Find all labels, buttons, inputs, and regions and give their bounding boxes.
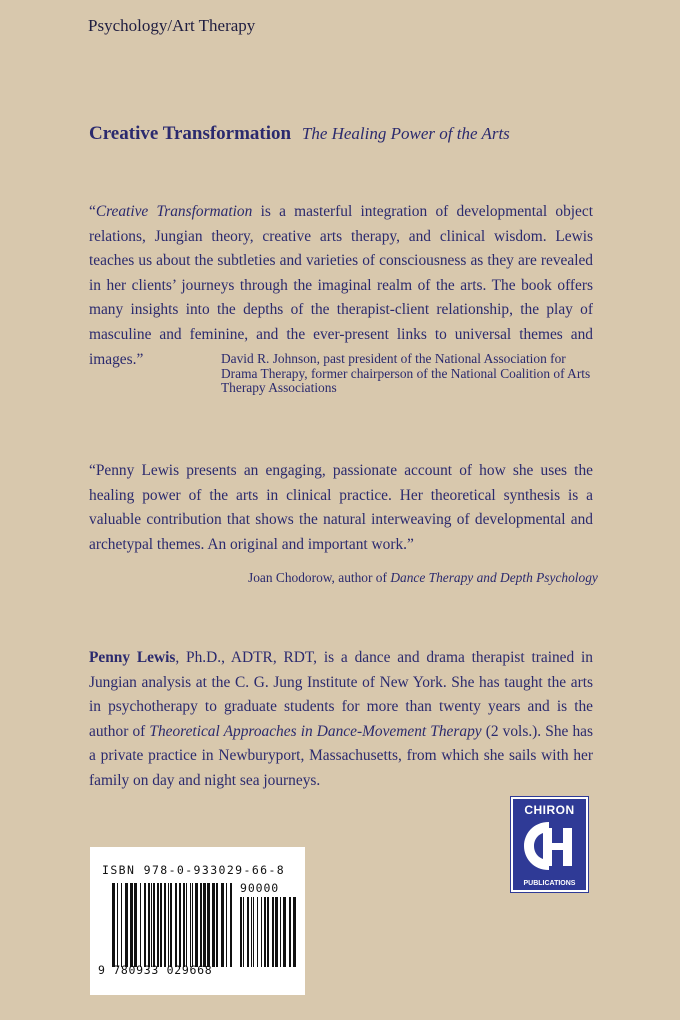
- attribution-book: Dance Therapy and Depth Psychology: [390, 570, 598, 585]
- barcode-bar: [275, 897, 278, 967]
- barcode-bar: [153, 883, 155, 967]
- bio-text: , Ph.D., ADTR, RDT, is a dance and drama therapist trained in Jungian analysis at the C. G. Jung Institute of New York. She has taught the arts in psychotherapy to graduate students for more than twenty years and is the author of: [89, 649, 593, 740]
- barcode-bar: [243, 897, 244, 967]
- quote-text: “Penny Lewis presents an engaging, passionate account of how she uses the healing power of the arts in clinical practice. Her theoretical synthesis is a valuable contribution that shows the natural interweaving of developmental and archetypal themes. An original and important work.”: [89, 462, 593, 553]
- barcode-bar: [140, 883, 141, 967]
- logo-top-text: CHIRON: [524, 803, 575, 817]
- barcode-bar: [125, 883, 128, 967]
- isbn-barcode: [90, 847, 305, 995]
- chiron-publications-logo: [511, 797, 588, 892]
- barcode-bar: [207, 883, 210, 967]
- barcode-bar: [130, 883, 133, 967]
- bio-text-end: (2 vols.). She has a private practice in Newburyport, Massachusetts, from which she sails with her family on day and night sea journeys.: [89, 722, 593, 789]
- logo-bottom-text: PUBLICATIONS: [523, 880, 576, 887]
- barcode-bar: [160, 883, 162, 967]
- barcode-bar: [168, 883, 169, 967]
- quote-book-title: Creative Transformation: [95, 203, 253, 220]
- addon-barcode-bars: [240, 897, 298, 967]
- barcode-bar: [200, 883, 202, 967]
- barcode-bar: [175, 883, 177, 967]
- barcode-bar: [117, 883, 118, 967]
- quote-text: is a masterful integration of developmental object relations, Jungian theory, creative arts therapy, and clinical wisdom. Lewis teaches us about the subtleties and varieties of consciousness as they are revealed in her clients’ journeys through the imaginal realm of the arts. The book offers many insights into the depths of the therapist-client relationship, the play of masculine and feminine, and the ever-present links to universal themes and images.”: [89, 203, 593, 368]
- barcode-bar: [280, 897, 281, 967]
- barcode-bar: [203, 883, 206, 967]
- quote-chodorow-attribution: [248, 570, 598, 586]
- barcode-bar: [216, 883, 218, 967]
- quote-johnson-attribution: David R. Johnson, past president of the National Association for Drama Therapy, former chairperson of the National Coalition of Arts Therapy Associations: [221, 351, 591, 395]
- barcode-bar: [148, 883, 150, 967]
- ean-digits: 9 780933 029668: [98, 963, 213, 977]
- barcode-bar: [121, 883, 122, 967]
- barcode-bar: [253, 897, 254, 967]
- barcode-bar: [267, 897, 269, 967]
- title-subtitle: The Healing Power of the Arts: [301, 124, 510, 143]
- book-title: [89, 123, 510, 145]
- bio-book: Theoretical Approaches in Dance-Movement Therapy: [149, 722, 482, 740]
- barcode-bar: [221, 883, 224, 967]
- barcode-bar: [144, 883, 146, 967]
- barcode-bar: [170, 883, 172, 967]
- attribution-prefix: Joan Chodorow, author of: [248, 570, 391, 585]
- barcode-bar: [257, 897, 258, 967]
- barcode-bar: [293, 897, 296, 967]
- chiron-c-h-icon: [521, 818, 578, 874]
- addon-digits: 90000: [240, 881, 280, 895]
- barcode-bar: [247, 897, 249, 967]
- barcode-bar: [272, 897, 274, 967]
- quote-open: “: [89, 203, 96, 220]
- barcode-bar: [179, 883, 181, 967]
- barcode-bar: [192, 883, 193, 967]
- quote-johnson: [89, 200, 593, 372]
- barcode-bar: [261, 897, 262, 967]
- barcode-bar: [226, 883, 227, 967]
- ean-barcode-bars: [112, 883, 232, 967]
- barcode-bar: [190, 883, 191, 967]
- category-label: Psychology/Art Therapy: [88, 16, 256, 35]
- barcode-bar: [230, 883, 232, 967]
- barcode-bar: [112, 883, 115, 967]
- barcode-bar: [251, 897, 252, 967]
- barcode-bar: [157, 883, 159, 967]
- author-bio: [89, 646, 593, 794]
- author-name: Penny Lewis: [89, 649, 176, 666]
- barcode-bar: [212, 883, 215, 967]
- barcode-bar: [240, 897, 242, 967]
- isbn-text: ISBN 978-0-933029-66-8: [102, 863, 286, 877]
- barcode-bar: [195, 883, 198, 967]
- barcode-bar: [283, 897, 286, 967]
- barcode-bar: [151, 883, 152, 967]
- title-main: Creative Transformation: [89, 123, 292, 144]
- barcode-bar: [164, 883, 166, 967]
- barcode-bar: [264, 897, 266, 967]
- barcode-bar: [183, 883, 185, 967]
- barcode-bar: [289, 897, 291, 967]
- quote-chodorow: [89, 459, 593, 557]
- barcode-bar: [134, 883, 137, 967]
- barcode-bar: [186, 883, 187, 967]
